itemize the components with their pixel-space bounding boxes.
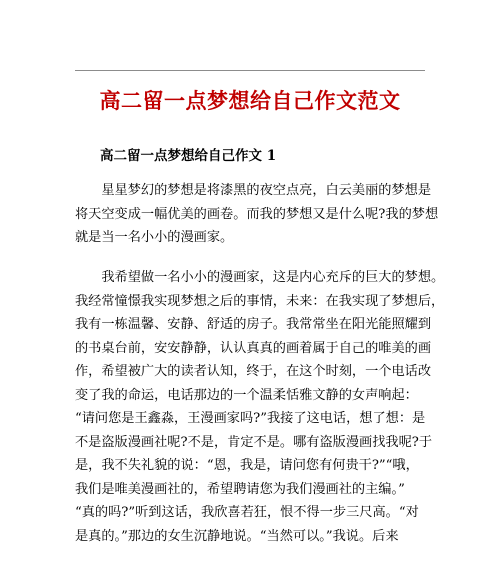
paragraph-line: 我希望做一名小小的漫画家，这是内心充斥的巨大的梦想。 [75,270,445,285]
paragraph-1 [75,179,439,250]
paragraph-line: “请问您是王鑫淼，王漫画家吗?”我接了这电话，想了想：是 [75,411,426,426]
section-heading: 高二留一点梦想给自己作文 1 [100,148,277,164]
paragraph-line: 星星梦幻的梦想是将漆黑的夜空点亮，白云美丽的梦想是 [75,183,432,198]
paragraph-line: 的书桌台前，安安静静，认认真真的画着属于自己的唯美的画 [75,340,432,356]
paragraph-line: 是真的。”那边的女生沉静地说。“当然可以。”我说。后来 [75,528,399,544]
paragraph-line: 将天空变成一幅优美的画卷。而我的梦想又是什么呢?我的梦想 [75,206,439,222]
paragraph-line: 是，我不失礼貌的说：“恩，我是，请问您有何贵干?”“哦， [75,458,419,473]
paragraph-2 [75,266,445,548]
paragraph-line: 变了我的命运，电话那边的一个温柔恬雅文静的女声响起： [75,387,418,403]
paragraph-line: 作，希望被广大的读者认知，终于，在这个时刻，一个电话改 [75,364,432,379]
paragraph-line: “真的吗?”听到这话，我欣喜若狂，恨不得一步三尺高。“对 [75,505,419,520]
paragraph-line: 就是当一名小小的漫画家。 [75,230,234,245]
document-title: 高二留一点梦想给自己作文范文 [99,88,401,113]
paragraph-line: 我有一栋温馨、安静、舒适的房子。我常常坐在阳光能照耀到 [75,317,432,332]
paragraph-line: 我们是唯美漫画社的，希望聘请您为我们漫画社的主编。” [75,481,405,497]
paragraph-line: 我经常憧憬我实现梦想之后的事情，未来：在我实现了梦想后， [75,293,445,309]
header-divider [75,70,425,71]
paragraph-line: 不是盗版漫画社呢?不是，肯定不是。哪有盗版漫画找我呢?于 [75,434,433,450]
